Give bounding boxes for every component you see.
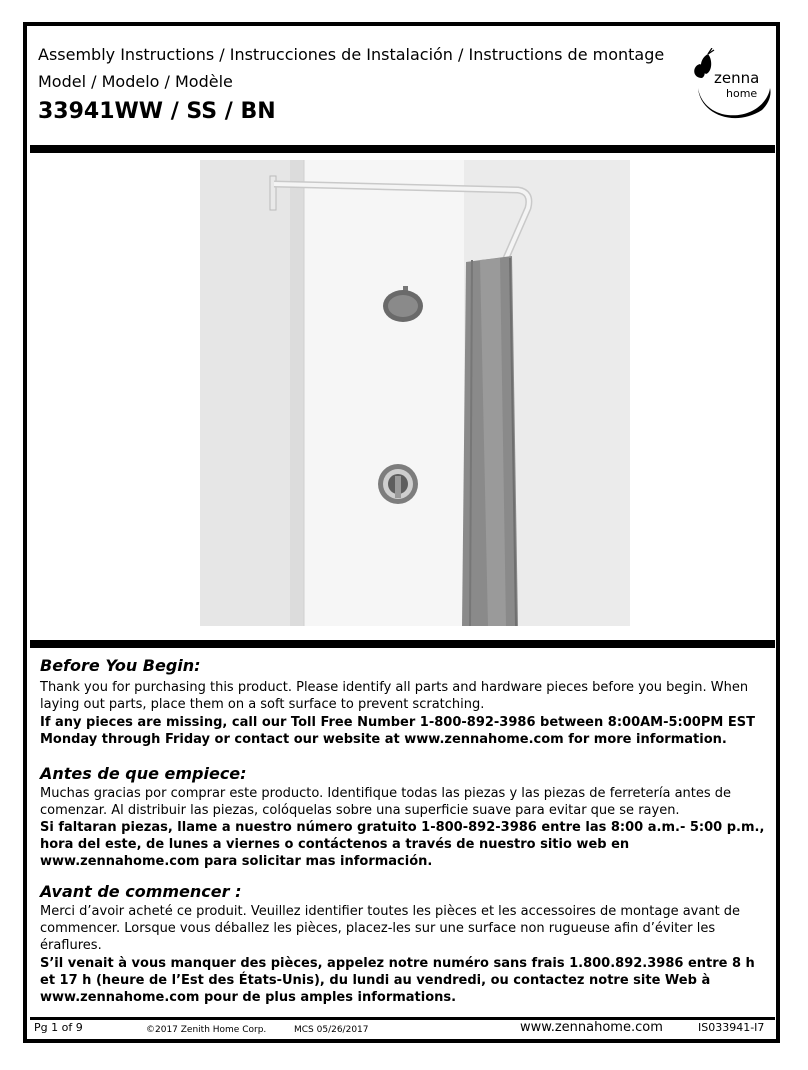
footer-divider <box>30 1017 775 1020</box>
revision-date: MCS 05/26/2017 <box>294 1025 369 1035</box>
section-body-french: Merci d’avoir acheté ce produit. Veuillez identifier toutes les pièces et les accessoires de montage avant de commencer. Lorsque vous déballez les pièces, placez-les sur une surface non rugueuse afin d’éviter les éraflures. <box>40 904 741 953</box>
model-label: Model / Modelo / Modèle <box>38 72 233 91</box>
section-title-french: Avant de commencer : <box>40 882 242 901</box>
section-contact-spanish: Si faltaran piezas, llame a nuestro número gratuito 1-800-892-3986 entre las 8:00 a.m.- 5:00 p.m., hora del este, de lunes a viernes o contáctenos a través de nuestro sitio web en www.zennahome.com para solicitar mas información. <box>40 820 765 869</box>
header-divider <box>30 145 775 153</box>
section-title-english: Before You Begin: <box>40 656 201 675</box>
product-photo <box>200 160 630 626</box>
section-contact-english: If any pieces are missing, call our Toll Free Number 1-800-892-3986 between 8:00AM-5:00PM EST Monday through Friday or contact our website at www.zennahome.com for more information. <box>40 715 755 747</box>
document-title: Assembly Instructions / Instrucciones de Instalación / Instructions de montage <box>38 45 665 64</box>
page-number: Pg 1 of 9 <box>34 1021 83 1034</box>
section-body-spanish: Muchas gracias por comprar este producto. Identifique todas las piezas y las piezas de ferretería antes de comenzar. Al distribuir las piezas, colóquelas sobre una superficie suave para evitar que se rayen. <box>40 786 732 818</box>
section-title-spanish: Antes de que empiece: <box>40 764 247 783</box>
section-body-english: Thank you for purchasing this product. Please identify all parts and hardware pieces before you begin. When laying out parts, place them on a soft surface to prevent scratching. <box>40 680 749 712</box>
butterfly-icon <box>694 48 714 78</box>
website-link[interactable]: www.zennahome.com <box>520 1020 663 1035</box>
svg-text:zenna: zenna <box>714 69 760 87</box>
model-number: 33941WW / SS / BN <box>38 99 276 124</box>
section-contact-french: S’il venait à vous manquer des pièces, appelez notre numéro sans frais 1.800.892.3986 entre 8 h et 17 h (heure de l’Est des États-Unis), du lundi au vendredi, ou contactez notre site Web à www.zennahome.com pour de plus amples informations. <box>40 956 755 1005</box>
svg-text:home: home <box>726 87 758 100</box>
zenna-home-logo <box>686 48 774 128</box>
copyright-notice: ©2017 Zenith Home Corp. <box>146 1025 267 1035</box>
photo-divider <box>30 640 775 648</box>
document-code: IS033941-I7 <box>698 1021 765 1034</box>
